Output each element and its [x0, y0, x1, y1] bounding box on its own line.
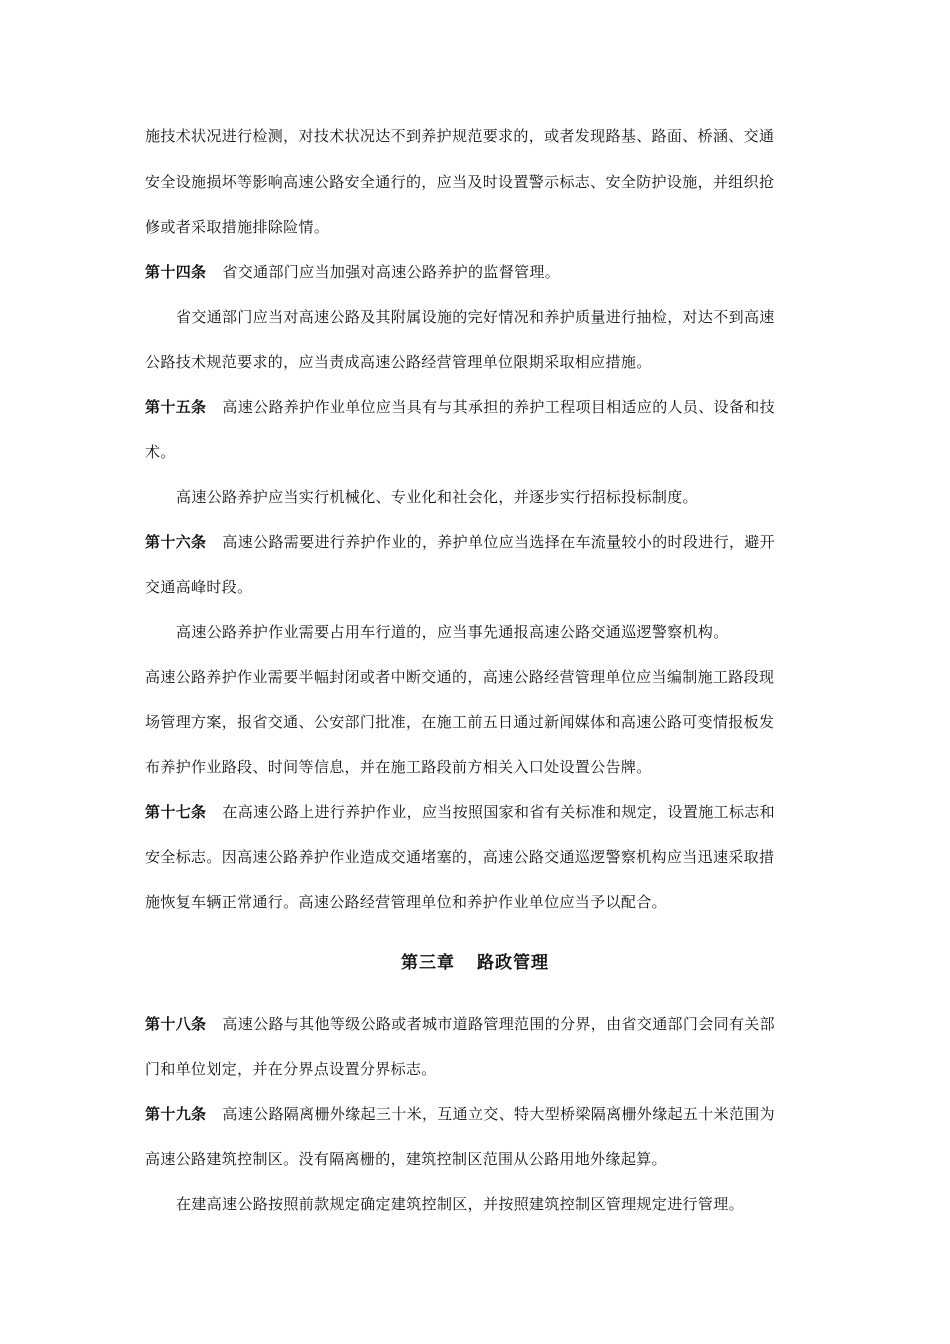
article-18	[145, 1015, 805, 1033]
article-number: 第十七条	[145, 803, 207, 821]
text-line: 公路技术规范要求的，应当责成高速公路经营管理单位限期采取相应措施。	[145, 353, 652, 371]
article-text: 省交通部门应当加强对高速公路养护的监督管理。	[222, 263, 561, 281]
chapter-heading	[0, 948, 950, 973]
article-number: 第十九条	[145, 1105, 207, 1123]
article-15	[145, 398, 805, 416]
text-line: 术。	[145, 443, 176, 461]
text-line: 修或者采取措施排除险情。	[145, 218, 330, 236]
text-line: 在建高速公路按照前款规定确定建筑控制区，并按照建筑控制区管理规定进行管理。	[176, 1195, 744, 1213]
article-17	[145, 803, 805, 821]
text-line: 安全标志。因高速公路养护作业造成交通堵塞的，高速公路交通巡逻警察机构应当迅速采取措	[145, 848, 775, 866]
chapter-number: 第三章	[401, 953, 455, 973]
text-line: 省交通部门应当对高速公路及其附属设施的完好情况和养护质量进行抽检，对达不到高速	[176, 308, 775, 326]
text-line: 施技术状况进行检测，对技术状况达不到养护规范要求的，或者发现路基、路面、桥涵、交通	[145, 127, 775, 145]
article-number: 第十六条	[145, 533, 207, 551]
article-number: 第十四条	[145, 263, 207, 281]
text-line: 高速公路养护作业需要占用车行道的，应当事先通报高速公路交通巡逻警察机构。	[176, 623, 729, 641]
text-line: 高速公路养护作业需要半幅封闭或者中断交通的，高速公路经营管理单位应当编制施工路段现	[145, 668, 775, 686]
article-16	[145, 533, 805, 551]
article-text: 高速公路养护作业单位应当具有与其承担的养护工程项目相适应的人员、设备和技	[222, 398, 776, 416]
text-line: 场管理方案，报省交通、公安部门批准，在施工前五日通过新闻媒体和高速公路可变情报板发	[145, 713, 775, 731]
article-number: 第十八条	[145, 1015, 207, 1033]
text-line: 布养护作业路段、时间等信息，并在施工路段前方相关入口处设置公告牌。	[145, 758, 652, 776]
text-line: 高速公路建筑控制区。没有隔离栅的，建筑控制区范围从公路用地外缘起算。	[145, 1150, 667, 1168]
text-line: 施恢复车辆正常通行。高速公路经营管理单位和养护作业单位应当予以配合。	[145, 893, 667, 911]
article-19	[145, 1105, 805, 1123]
text-line: 门和单位划定，并在分界点设置分界标志。	[145, 1060, 437, 1078]
article-14	[145, 263, 805, 281]
article-text: 高速公路隔离栅外缘起三十米，互通立交、特大型桥梁隔离栅外缘起五十米范围为	[222, 1105, 776, 1123]
text-line: 高速公路养护应当实行机械化、专业化和社会化，并逐步实行招标投标制度。	[176, 488, 698, 506]
article-number: 第十五条	[145, 398, 207, 416]
text-line: 安全设施损坏等影响高速公路安全通行的，应当及时设置警示标志、安全防护设施，并组织抢	[145, 173, 775, 191]
article-text: 高速公路需要进行养护作业的，养护单位应当选择在车流量较小的时段进行，避开	[222, 533, 776, 551]
text-line: 交通高峰时段。	[145, 578, 253, 596]
article-text: 高速公路与其他等级公路或者城市道路管理范围的分界，由省交通部门会同有关部	[222, 1015, 776, 1033]
chapter-title: 路政管理	[477, 953, 549, 973]
article-text: 在高速公路上进行养护作业，应当按照国家和省有关标准和规定，设置施工标志和	[222, 803, 776, 821]
